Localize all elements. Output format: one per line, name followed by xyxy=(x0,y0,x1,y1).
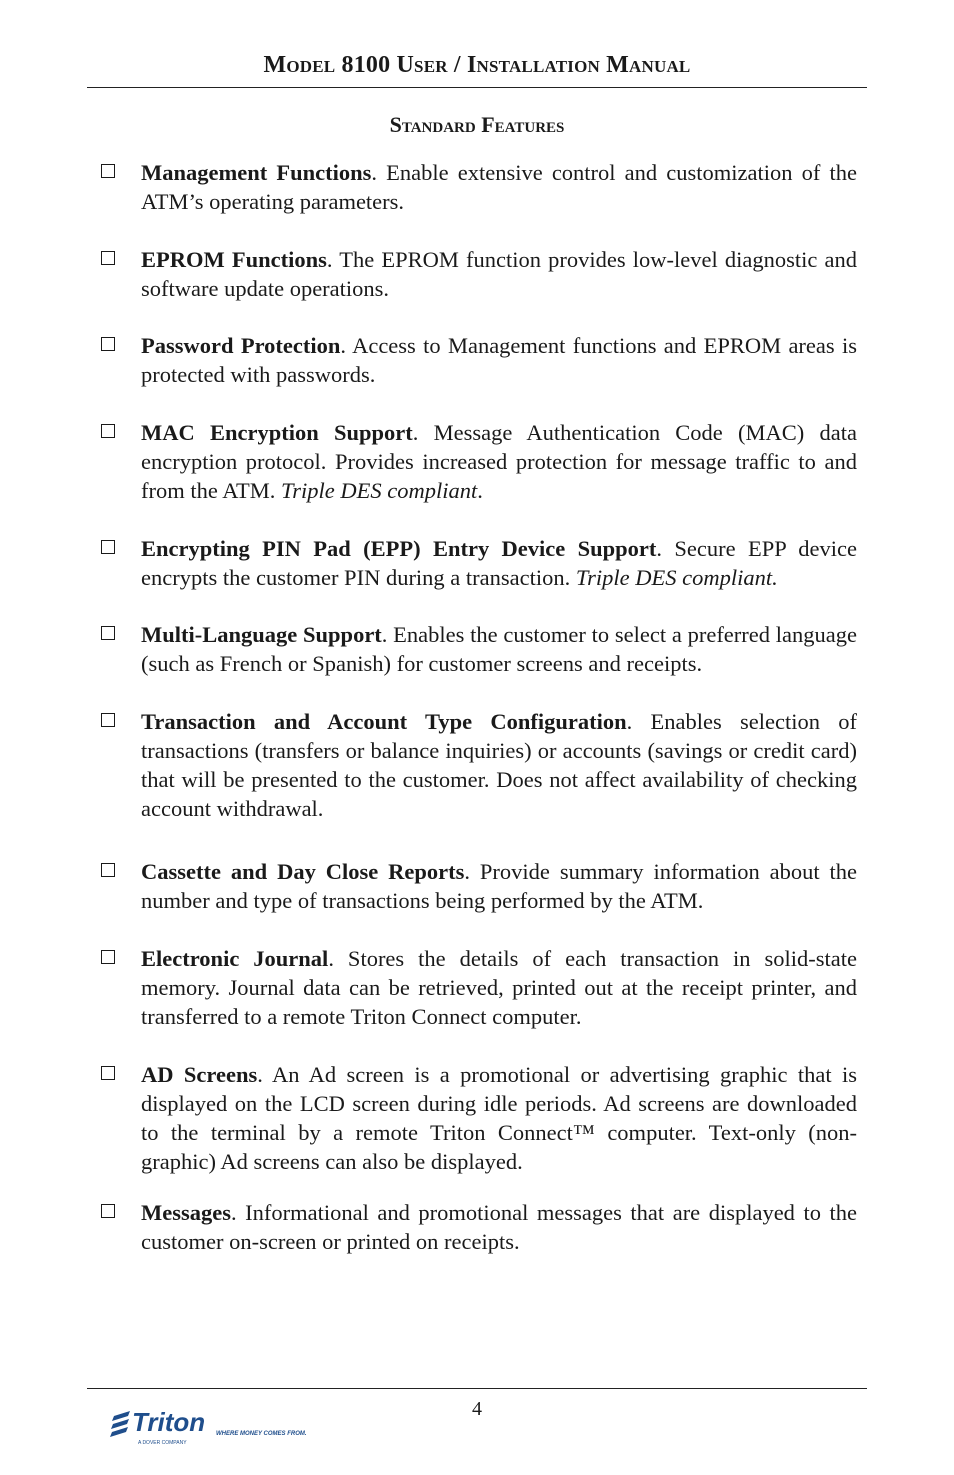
feature-name: EPROM Functions xyxy=(141,247,327,272)
feature-item xyxy=(141,534,857,592)
feature-name: Password Protection xyxy=(141,333,341,358)
feature-description: . Access to Management functions and EPROM areas is protected with passwords. xyxy=(141,333,857,387)
feature-item xyxy=(141,1198,857,1256)
feature-description: . Enable extensive control and customization of the ATM’s operating parameters. xyxy=(141,160,857,214)
feature-description: . Stores the details of each transaction in solid-state memory. Journal data can be retrieved, printed out at the receipt printer, and transferred to a remote Triton Connect computer. xyxy=(141,946,857,1029)
page-header: Model 8100 User / Installation Manual xyxy=(263,52,691,78)
logo-swoosh-icon xyxy=(110,1411,130,1437)
feature-item xyxy=(141,418,857,505)
checkbox-icon xyxy=(101,540,115,554)
footer-rule xyxy=(87,1388,867,1389)
feature-name: Management Functions xyxy=(141,160,372,185)
feature-description: . Secure EPP device encrypts the customer PIN during a transaction. xyxy=(141,536,857,590)
feature-description: . Enables the customer to select a preferred language (such as French or Spanish) for customer screens and receipts. xyxy=(141,622,857,676)
feature-note: Triple DES compliant xyxy=(281,478,478,503)
feature-name: Transaction and Account Type Configuration xyxy=(141,709,627,734)
page-number: 4 xyxy=(472,1398,482,1420)
triton-logo xyxy=(108,1402,330,1450)
checkbox-icon xyxy=(101,251,115,265)
feature-name: MAC Encryption Support xyxy=(141,420,413,445)
feature-description: . An Ad screen is a promotional or advertising graphic that is displayed on the LCD screen during idle periods. Ad screens are downloaded to the terminal by a remote Triton Connect™ computer. Text-only (non-graphic) Ad screens can also be displayed. xyxy=(141,1062,857,1174)
logo-wordmark: Triton xyxy=(132,1407,206,1437)
checkbox-icon xyxy=(101,626,115,640)
feature-note-tail: . xyxy=(477,478,483,503)
feature-item xyxy=(141,1060,857,1176)
section-title: Standard Features xyxy=(389,112,565,137)
checkbox-icon xyxy=(101,337,115,351)
feature-note: Triple DES compliant. xyxy=(575,565,778,590)
logo-tagline: WHERE MONEY COMES FROM. xyxy=(216,1431,307,1437)
checkbox-icon xyxy=(101,713,115,727)
feature-name: Multi-Language Support xyxy=(141,622,382,647)
checkbox-icon xyxy=(101,424,115,438)
feature-name: Electronic Journal xyxy=(141,946,329,971)
feature-item xyxy=(141,944,857,1031)
feature-item xyxy=(141,158,857,216)
checkbox-icon xyxy=(101,950,115,964)
checkbox-icon xyxy=(101,164,115,178)
feature-name: Cassette and Day Close Reports xyxy=(141,859,465,884)
feature-name: AD Screens xyxy=(141,1062,258,1087)
feature-description: . The EPROM function provides low-level diagnostic and software update operations. xyxy=(141,247,858,301)
feature-item xyxy=(141,707,857,823)
checkbox-icon xyxy=(101,1204,115,1218)
feature-name: Messages xyxy=(141,1200,231,1225)
checkbox-icon xyxy=(101,1066,115,1080)
feature-description: . Enables selection of transactions (transfers or balance inquiries) or accounts (savings or credit card) that will be presented to the customer. Does not affect availability of checking account withdrawal. xyxy=(141,709,858,821)
feature-description: . Provide summary information about the number and type of transactions being performed by the ATM. xyxy=(141,859,857,913)
feature-item xyxy=(141,331,857,389)
feature-description: . Informational and promotional messages that are displayed to the customer on-screen or printed on receipts. xyxy=(141,1200,857,1254)
feature-item xyxy=(141,245,857,303)
feature-item xyxy=(141,857,857,915)
logo-subtitle: A DOVER COMPANY xyxy=(138,1440,187,1446)
feature-item xyxy=(141,620,857,678)
header-rule xyxy=(87,87,867,88)
checkbox-icon xyxy=(101,863,115,877)
feature-description: . Message Authentication Code (MAC) data encryption protocol. Provides increased protection for message traffic to and from the ATM. xyxy=(141,420,857,503)
feature-name: Encrypting PIN Pad (EPP) Entry Device Support xyxy=(141,536,657,561)
